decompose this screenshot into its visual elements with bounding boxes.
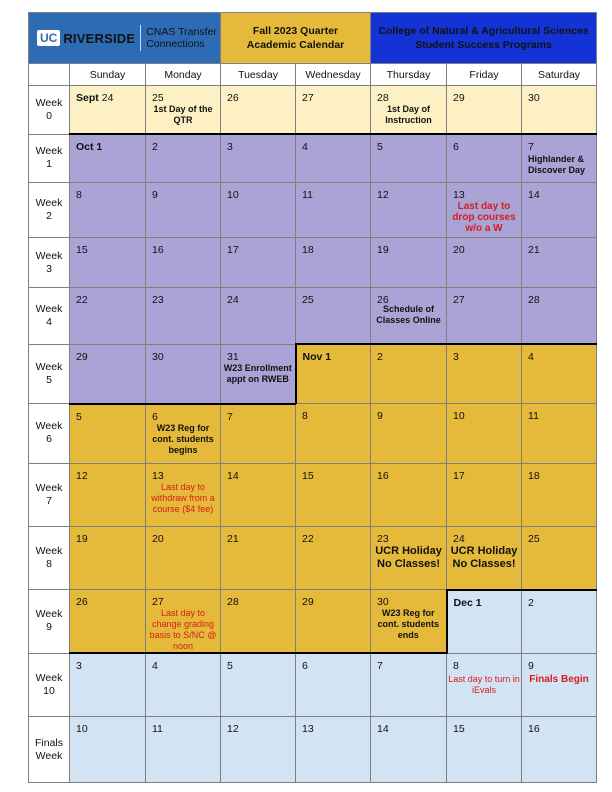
calendar-event: 1st Day of the QTR bbox=[153, 104, 213, 125]
day-cell bbox=[522, 134, 597, 183]
cnas-transfer-label: CNAS Transfer Connections bbox=[146, 26, 217, 50]
day-number: 12 bbox=[377, 189, 389, 201]
week-row bbox=[29, 717, 597, 783]
calendar-event: Highlander & Discover Day bbox=[528, 154, 586, 175]
day-cell bbox=[296, 590, 371, 654]
day-number: 11 bbox=[302, 189, 313, 201]
day-number: 30 bbox=[152, 350, 164, 363]
week-row bbox=[29, 183, 597, 238]
weeks-body bbox=[29, 86, 597, 783]
day-cell bbox=[447, 86, 522, 135]
day-cell bbox=[70, 238, 146, 288]
day-number: 7 bbox=[528, 141, 534, 153]
day-number: 30 bbox=[528, 92, 540, 104]
day-cell bbox=[146, 404, 221, 464]
day-header-saturday: Saturday bbox=[522, 64, 597, 86]
calendar-event: Schedule of Classes Online bbox=[376, 304, 441, 325]
day-number: 5 bbox=[227, 660, 233, 672]
day-number: 21 bbox=[528, 244, 540, 256]
day-cell bbox=[146, 288, 221, 345]
day-cell bbox=[522, 183, 597, 238]
day-cell bbox=[70, 463, 146, 526]
day-number: 29 bbox=[76, 350, 88, 363]
day-cell bbox=[70, 183, 146, 238]
day-cell bbox=[371, 86, 447, 135]
week-row bbox=[29, 344, 597, 404]
day-cell bbox=[221, 134, 296, 183]
uc-logo-mark: UC bbox=[37, 30, 60, 46]
day-number: 15 bbox=[76, 244, 88, 256]
week-row bbox=[29, 134, 597, 183]
day-cell bbox=[522, 526, 597, 590]
day-header-sunday: Sunday bbox=[70, 64, 146, 86]
calendar-event: Last day to withdraw from a course ($4 fee) bbox=[151, 481, 215, 514]
day-cell bbox=[70, 288, 146, 345]
day-cell bbox=[371, 463, 447, 526]
day-cell bbox=[146, 183, 221, 238]
day-number: 10 bbox=[453, 410, 465, 422]
calendar-event: Last day to turn in iEvals bbox=[448, 673, 520, 695]
day-cell bbox=[221, 653, 296, 717]
day-cell bbox=[296, 404, 371, 464]
day-cell bbox=[221, 526, 296, 590]
day-number: 26 bbox=[227, 92, 239, 104]
week-label: Week 3 bbox=[29, 238, 70, 288]
day-number: 14 bbox=[377, 723, 389, 735]
day-number: 8 bbox=[453, 659, 459, 672]
week-label: Finals Week bbox=[29, 717, 70, 783]
day-number: 14 bbox=[227, 469, 239, 482]
day-number: 16 bbox=[152, 244, 164, 256]
day-number: 6 bbox=[302, 660, 308, 672]
day-cell bbox=[522, 717, 597, 783]
week-label: Week 5 bbox=[29, 344, 70, 404]
weekday-header-row bbox=[29, 64, 597, 86]
day-cell bbox=[447, 344, 522, 404]
week-label: Week 8 bbox=[29, 526, 70, 590]
day-number: 12 bbox=[76, 469, 88, 482]
day-number: 11 bbox=[528, 410, 539, 422]
day-number: 4 bbox=[302, 141, 308, 153]
day-cell bbox=[146, 134, 221, 183]
day-cell bbox=[221, 590, 296, 654]
calendar-event: UCR Holiday No Classes! bbox=[375, 544, 442, 570]
calendar-event: Last day to drop courses w/o a W bbox=[452, 201, 516, 234]
day-cell bbox=[221, 238, 296, 288]
day-number: Nov 1 bbox=[302, 351, 332, 363]
day-cell bbox=[447, 134, 522, 183]
day-number: 22 bbox=[302, 532, 314, 545]
day-cell bbox=[371, 717, 447, 783]
day-number: 2 bbox=[528, 596, 534, 609]
day-number: 27 bbox=[453, 294, 465, 306]
day-number: 13 bbox=[152, 469, 164, 482]
day-number: 9 bbox=[377, 410, 383, 422]
week-label: Week 4 bbox=[29, 288, 70, 345]
day-number: 25 bbox=[302, 294, 314, 306]
day-cell bbox=[447, 238, 522, 288]
week-label: Week 7 bbox=[29, 463, 70, 526]
day-number: 28 bbox=[377, 92, 389, 104]
day-header-wednesday: Wednesday bbox=[296, 64, 371, 86]
day-number: 19 bbox=[377, 244, 389, 256]
day-cell bbox=[371, 183, 447, 238]
day-cell bbox=[146, 463, 221, 526]
week-row bbox=[29, 526, 597, 590]
day-number: 14 bbox=[528, 189, 540, 201]
day-number: 25 bbox=[152, 92, 164, 104]
day-number: 20 bbox=[453, 244, 465, 256]
day-number: 10 bbox=[76, 723, 88, 735]
day-number: 2 bbox=[152, 141, 158, 153]
day-cell bbox=[70, 134, 146, 183]
calendar-event: UCR Holiday No Classes! bbox=[450, 544, 518, 570]
day-number: 12 bbox=[227, 723, 239, 735]
day-number: 25 bbox=[528, 532, 540, 545]
day-cell bbox=[447, 183, 522, 238]
day-number: 10 bbox=[227, 189, 239, 201]
day-number: Dec 1 bbox=[453, 596, 482, 609]
day-cell bbox=[447, 404, 522, 464]
day-cell bbox=[371, 288, 447, 345]
week-row bbox=[29, 404, 597, 464]
riverside-wordmark: RIVERSIDE bbox=[63, 30, 136, 46]
day-number: Oct 1 bbox=[76, 141, 103, 153]
day-cell bbox=[522, 463, 597, 526]
day-number: 4 bbox=[152, 660, 158, 672]
day-cell bbox=[447, 717, 522, 783]
day-number: 21 bbox=[227, 532, 239, 545]
calendar-event: Last day to change grading basis to S/NC @ noon bbox=[149, 608, 217, 651]
day-number: 7 bbox=[377, 660, 383, 672]
day-cell bbox=[221, 344, 296, 404]
day-number: 5 bbox=[377, 141, 383, 153]
calendar-event: 1st Day of Instruction bbox=[385, 104, 432, 125]
day-number: 5 bbox=[76, 410, 82, 423]
college-title: College of Natural & Agricultural Sciences Student Success Programs bbox=[371, 13, 597, 64]
day-cell bbox=[371, 134, 447, 183]
week-label: Week 2 bbox=[29, 183, 70, 238]
day-cell bbox=[296, 526, 371, 590]
day-cell bbox=[522, 86, 597, 135]
day-cell bbox=[146, 717, 221, 783]
day-cell bbox=[522, 288, 597, 345]
ucr-logo bbox=[29, 13, 221, 64]
day-number: 13 bbox=[453, 189, 465, 201]
day-cell bbox=[296, 134, 371, 183]
week-row bbox=[29, 86, 597, 135]
day-cell bbox=[296, 86, 371, 135]
day-cell bbox=[296, 463, 371, 526]
day-cell bbox=[296, 653, 371, 717]
day-number: 27 bbox=[302, 92, 314, 104]
day-cell bbox=[146, 653, 221, 717]
day-cell bbox=[447, 590, 522, 654]
calendar-event: W23 Reg for cont. students begins bbox=[152, 422, 214, 455]
day-cell bbox=[221, 288, 296, 345]
day-number: 3 bbox=[227, 141, 233, 153]
calendar-event: W23 Enrollment appt on RWEB bbox=[223, 362, 292, 384]
week-row bbox=[29, 590, 597, 654]
day-cell bbox=[522, 590, 597, 654]
day-number: 23 bbox=[377, 532, 389, 545]
logo-divider bbox=[140, 25, 141, 51]
day-cell bbox=[70, 653, 146, 717]
day-cell bbox=[371, 344, 447, 404]
day-cell bbox=[70, 86, 146, 135]
day-number: 20 bbox=[152, 532, 164, 545]
day-number: 26 bbox=[76, 596, 88, 608]
quarter-title: Fall 2023 Quarter Academic Calendar bbox=[221, 13, 371, 64]
day-number: 2 bbox=[377, 351, 383, 363]
day-cell bbox=[296, 183, 371, 238]
day-header-tuesday: Tuesday bbox=[221, 64, 296, 86]
week-row bbox=[29, 653, 597, 717]
day-number: 6 bbox=[152, 410, 158, 423]
week-label: Week 9 bbox=[29, 590, 70, 654]
corner-cell bbox=[29, 64, 70, 86]
day-number: 24 bbox=[227, 294, 239, 306]
day-number: 15 bbox=[453, 723, 465, 735]
day-number: 11 bbox=[152, 723, 163, 735]
day-cell bbox=[522, 404, 597, 464]
day-header-thursday: Thursday bbox=[371, 64, 447, 86]
day-cell bbox=[70, 590, 146, 654]
day-cell bbox=[221, 717, 296, 783]
day-cell bbox=[522, 653, 597, 717]
week-label: Week 1 bbox=[29, 134, 70, 183]
day-cell bbox=[221, 86, 296, 135]
day-number: 24 bbox=[453, 532, 465, 545]
day-cell bbox=[522, 238, 597, 288]
day-cell bbox=[70, 344, 146, 404]
day-number: 16 bbox=[377, 469, 389, 482]
day-number: 29 bbox=[453, 92, 465, 104]
day-number: 29 bbox=[302, 596, 314, 608]
day-cell bbox=[371, 238, 447, 288]
day-number: 30 bbox=[377, 596, 389, 608]
day-cell bbox=[447, 463, 522, 526]
day-number: 15 bbox=[302, 469, 314, 482]
day-cell bbox=[371, 653, 447, 717]
day-cell bbox=[221, 463, 296, 526]
header-row bbox=[29, 13, 597, 64]
day-cell bbox=[70, 526, 146, 590]
day-cell bbox=[447, 653, 522, 717]
week-row bbox=[29, 463, 597, 526]
day-number: 26 bbox=[377, 294, 389, 306]
day-header-friday: Friday bbox=[447, 64, 522, 86]
week-label: Week 6 bbox=[29, 404, 70, 464]
day-cell bbox=[146, 590, 221, 654]
day-cell bbox=[371, 590, 447, 654]
day-number: 7 bbox=[227, 410, 233, 423]
day-number: 3 bbox=[453, 351, 459, 363]
day-cell bbox=[70, 404, 146, 464]
day-number: 27 bbox=[152, 596, 164, 608]
day-cell bbox=[522, 344, 597, 404]
day-cell bbox=[371, 526, 447, 590]
day-header-monday: Monday bbox=[146, 64, 221, 86]
day-number: 18 bbox=[528, 469, 540, 482]
day-cell bbox=[296, 238, 371, 288]
day-cell bbox=[146, 526, 221, 590]
day-number: 17 bbox=[453, 469, 465, 482]
day-cell bbox=[447, 288, 522, 345]
day-cell bbox=[146, 86, 221, 135]
day-number: 17 bbox=[227, 244, 239, 256]
day-number: 31 bbox=[227, 350, 239, 363]
day-number: 9 bbox=[152, 189, 158, 201]
week-row bbox=[29, 288, 597, 345]
calendar-table bbox=[28, 12, 597, 783]
day-cell bbox=[296, 288, 371, 345]
day-number: Sept 24 bbox=[76, 92, 114, 104]
day-number: 23 bbox=[152, 294, 164, 306]
day-number: 3 bbox=[76, 660, 82, 672]
day-number: 13 bbox=[302, 723, 314, 735]
week-row bbox=[29, 238, 597, 288]
day-number: 28 bbox=[528, 294, 540, 306]
day-number: 19 bbox=[76, 532, 88, 545]
day-cell bbox=[70, 717, 146, 783]
day-cell bbox=[296, 717, 371, 783]
week-label: Week 0 bbox=[29, 86, 70, 135]
day-number: 4 bbox=[528, 351, 534, 363]
day-number: 8 bbox=[76, 189, 82, 201]
day-number: 22 bbox=[76, 294, 88, 306]
calendar-event: W23 Reg for cont. students ends bbox=[377, 608, 440, 640]
day-number: 16 bbox=[528, 723, 540, 735]
day-number: 28 bbox=[227, 596, 239, 608]
calendar-event: Finals Begin bbox=[529, 673, 589, 685]
day-number: 6 bbox=[453, 141, 459, 153]
day-cell bbox=[146, 344, 221, 404]
day-cell bbox=[296, 344, 371, 404]
day-cell bbox=[146, 238, 221, 288]
day-cell bbox=[221, 183, 296, 238]
day-number: 8 bbox=[302, 410, 308, 422]
day-cell bbox=[447, 526, 522, 590]
day-cell bbox=[371, 404, 447, 464]
day-number: 9 bbox=[528, 659, 534, 672]
day-number: 18 bbox=[302, 244, 314, 256]
day-cell bbox=[221, 404, 296, 464]
week-label: Week 10 bbox=[29, 653, 70, 717]
